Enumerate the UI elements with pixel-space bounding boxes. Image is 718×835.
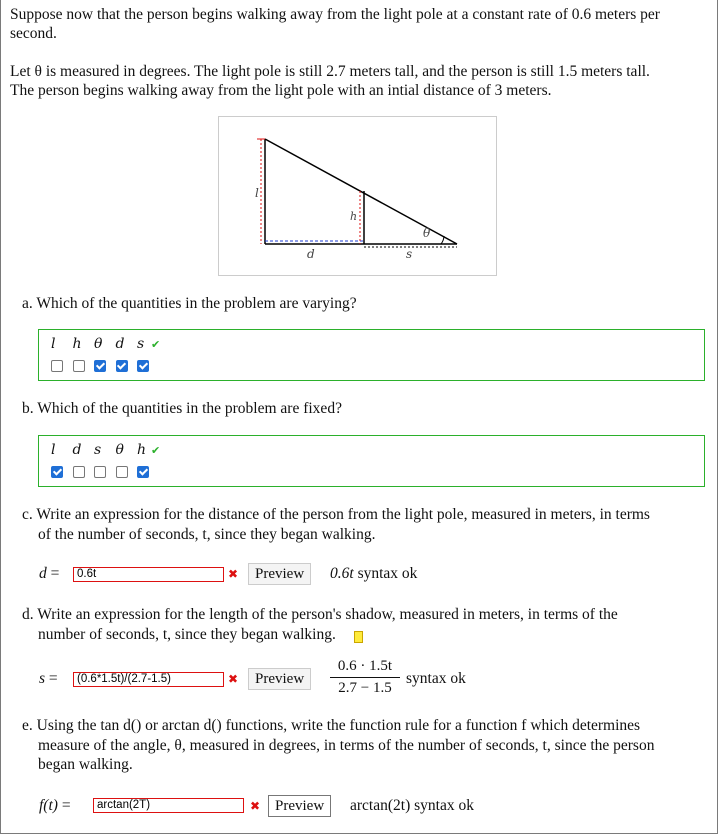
part-d-eq: = bbox=[48, 670, 58, 687]
part-b-checkbox-group bbox=[38, 435, 705, 487]
part-a-question: a. Which of the quantities in the problem are varying? bbox=[22, 295, 357, 312]
setup-line-1: Let θ is measured in degrees. The light pole is still 2.7 meters tall, and the person is still 1.5 meters tall. bbox=[10, 63, 650, 80]
part-a-checkbox-group bbox=[38, 329, 705, 381]
part-e-eq: = bbox=[61, 797, 71, 814]
label-l: l bbox=[255, 186, 259, 200]
part-e-result bbox=[350, 797, 474, 815]
part-d-answer-input[interactable] bbox=[73, 672, 224, 687]
part-d-denominator: 2.7 − 1.5 bbox=[338, 680, 392, 696]
part-b-label-1: d bbox=[72, 442, 82, 458]
part-e-preview-button[interactable]: Preview bbox=[268, 795, 331, 817]
part-a-label-3: d bbox=[115, 336, 125, 352]
label-s: s bbox=[406, 247, 413, 261]
part-a-label-4: s bbox=[137, 336, 145, 352]
part-c-eq: = bbox=[50, 565, 60, 582]
mouse-cursor bbox=[354, 631, 363, 643]
part-a-labels bbox=[51, 336, 173, 352]
part-c-answer-input[interactable] bbox=[73, 567, 224, 582]
angle-arc bbox=[441, 236, 444, 244]
label-d: d bbox=[307, 247, 315, 261]
part-c-rendered: 0.6t bbox=[330, 565, 354, 582]
part-b-checkbox-d[interactable] bbox=[73, 466, 85, 478]
setup-line-2: The person begins walking away from the light pole with an intial distance of 3 meters. bbox=[10, 82, 552, 99]
part-d-question-line-1: d. Write an expression for the length of the person's shadow, measured in meters, in terms of the bbox=[22, 606, 618, 623]
part-a-checkbox-d[interactable] bbox=[116, 360, 128, 372]
part-e-answer-input[interactable] bbox=[93, 798, 244, 813]
part-c-question-line-2: of the number of seconds, t, since they began walking. bbox=[38, 525, 376, 543]
part-d-question-line-2: number of seconds, t, since they began walking. bbox=[38, 625, 336, 643]
check-icon: ✔ bbox=[151, 338, 161, 351]
label-h: h bbox=[350, 210, 358, 223]
part-c-result bbox=[330, 565, 417, 583]
part-b-checkbox-s[interactable] bbox=[94, 466, 106, 478]
part-c-error-icon: ✖ bbox=[228, 567, 239, 581]
part-a-checkbox-s[interactable] bbox=[137, 360, 149, 372]
part-a-checkboxes bbox=[51, 360, 159, 378]
part-d-error-icon: ✖ bbox=[228, 672, 239, 686]
part-a-checkbox-l[interactable] bbox=[51, 360, 63, 372]
part-b-label-4: h bbox=[137, 442, 147, 458]
part-b-label-0: l bbox=[51, 442, 56, 458]
part-c-status: syntax ok bbox=[357, 565, 418, 582]
part-d-rendered-fraction bbox=[330, 658, 400, 697]
part-c-question-line-1: c. Write an expression for the distance of the person from the light pole, measured in meters, in terms bbox=[22, 506, 650, 523]
part-b-question: b. Which of the quantities in the problem are fixed? bbox=[22, 400, 342, 417]
part-c-preview-button[interactable]: Preview bbox=[248, 563, 311, 585]
part-a-label-1: h bbox=[72, 336, 82, 352]
part-b-checkboxes bbox=[51, 466, 159, 484]
part-d-preview-button[interactable]: Preview bbox=[248, 668, 311, 690]
part-a-checkbox-h[interactable] bbox=[73, 360, 85, 372]
check-icon: ✔ bbox=[151, 444, 161, 457]
part-e-question-line-1: e. Using the tan d() or arctan d() functions, write the function rule for a function f which determines bbox=[22, 717, 641, 734]
intro-line-1: Suppose now that the person begins walking away from the light pole at a constant rate of 0.6 meters per bbox=[10, 6, 660, 23]
part-c-lhs bbox=[39, 565, 59, 583]
part-a-label-2: θ bbox=[94, 336, 103, 352]
part-e-question-line-3: began walking. bbox=[38, 756, 133, 773]
part-d-var: s bbox=[39, 670, 46, 687]
part-a-label-0: l bbox=[51, 336, 56, 352]
light-pole-diagram bbox=[218, 116, 497, 276]
part-a-checkbox-theta[interactable] bbox=[94, 360, 106, 372]
part-b-label-2: s bbox=[94, 442, 102, 458]
part-b-checkbox-theta[interactable] bbox=[116, 466, 128, 478]
part-e-question-line-2: measure of the angle, θ, measured in degrees, in terms of the number of seconds, t, since the person bbox=[38, 736, 655, 754]
part-e-lhs bbox=[39, 797, 71, 815]
part-e-error-icon: ✖ bbox=[250, 799, 261, 813]
label-theta: θ bbox=[423, 226, 431, 240]
part-c-var: d bbox=[39, 565, 47, 582]
part-d-lhs bbox=[39, 670, 58, 688]
intro-line-2: second. bbox=[10, 25, 57, 42]
part-d-numerator: 0.6 · 1.5t bbox=[330, 658, 400, 678]
part-b-checkbox-h[interactable] bbox=[137, 466, 149, 478]
diagram-svg bbox=[219, 117, 496, 275]
part-d-status: syntax ok bbox=[406, 670, 466, 687]
part-b-labels bbox=[51, 442, 173, 458]
part-e-question bbox=[22, 716, 702, 775]
part-e-var: f(t) bbox=[39, 797, 58, 814]
part-b-label-3: θ bbox=[115, 442, 124, 458]
part-e-rendered: arctan(2t) bbox=[350, 797, 411, 814]
part-e-status: syntax ok bbox=[414, 797, 474, 814]
part-c-question bbox=[22, 505, 702, 544]
part-b-checkbox-l[interactable] bbox=[51, 466, 63, 478]
